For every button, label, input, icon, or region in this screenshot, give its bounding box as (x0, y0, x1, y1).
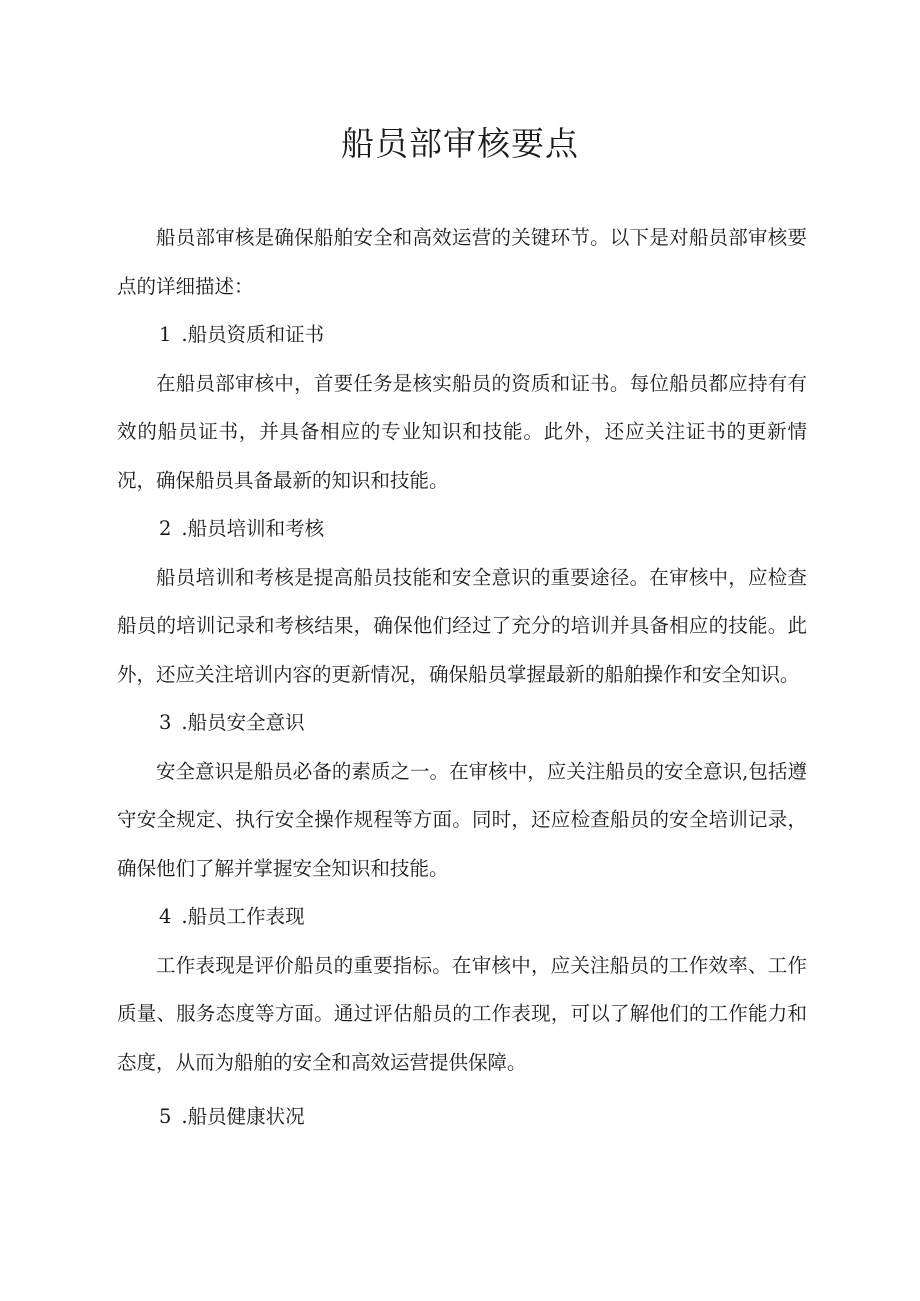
section-number-4: 4 (159, 905, 172, 928)
section-number-1: 1 (159, 323, 172, 346)
section-body-2: 船员培训和考核是提高船员技能和安全意识的重要途径。在审核中，应检查船员的培训记录和考核结果，确保他们经过了充分的培训并具备相应的技能。此外，还应关注培训内容的更新情况，确保船员掌握最新的船舶操作和安全知识。 (117, 565, 807, 686)
section-body-4: 工作表现是评价船员的重要指标。在审核中，应关注船员的工作效率、工作质量、服务态度等方面。通过评估船员的工作表现，可以了解他们的工作能力和态度，从而为船舶的安全和高效运营提供保障。 (117, 953, 807, 1074)
intro-paragraph: 船员部审核是确保船舶安全和高效运营的关键环节。以下是对船员部审核要点的详细描述： (117, 226, 807, 298)
section-body-3: 安全意识是船员必备的素质之一。在审核中，应关注船员的安全意识,包括遵守安全规定、执行安全操作规程等方面。同时，还应检查船员的安全培训记录，确保他们了解并掌握安全知识和技能。 (117, 759, 807, 880)
section-title-1: .船员资质和证书 (181, 323, 325, 346)
section-number-2: 2 (159, 517, 172, 540)
section-number-3: 3 (159, 711, 172, 734)
section-title-2: .船员培训和考核 (181, 517, 325, 540)
section-title-4: .船员工作表现 (181, 905, 305, 928)
section-heading-5 (117, 1093, 807, 1142)
document-body (117, 214, 807, 1142)
section-number-5: 5 (159, 1105, 172, 1128)
section-title-5: .船员健康状况 (181, 1105, 305, 1128)
section-body-1: 在船员部审核中，首要任务是核实船员的资质和证书。每位船员都应持有有效的船员证书，并具备相应的专业知识和技能。此外，还应关注证书的更新情况，确保船员具备最新的知识和技能。 (117, 371, 807, 492)
section-heading-3 (117, 699, 807, 748)
section-heading-1 (117, 311, 807, 360)
section-heading-2 (117, 505, 807, 554)
section-title-3: .船员安全意识 (181, 711, 305, 734)
document-title: 船员部审核要点 (341, 124, 579, 163)
section-heading-4 (117, 893, 807, 942)
